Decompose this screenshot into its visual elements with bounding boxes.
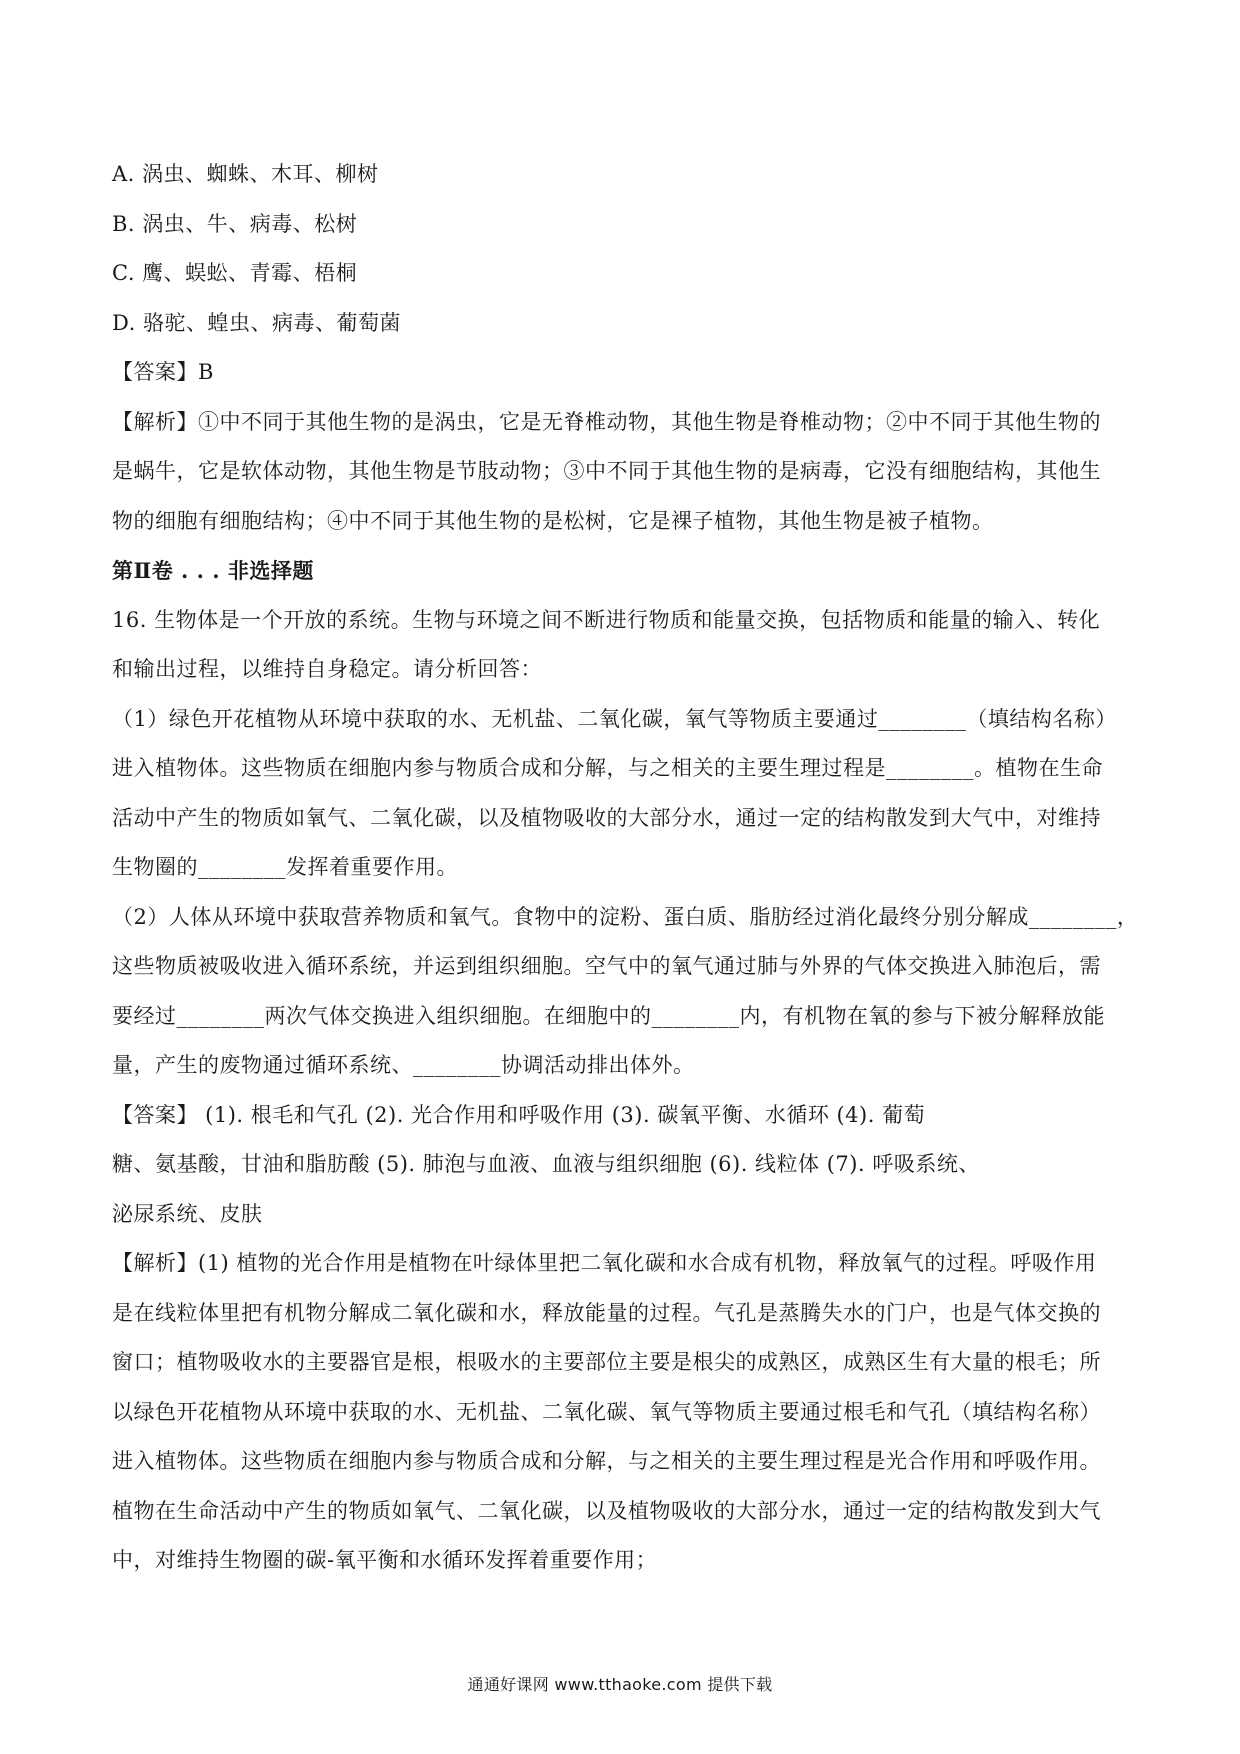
q16-part1-line: 活动中产生的物质如氧气、二氧化碳，以及植物吸收的大部分水，通过一定的结构散发到大气中，对维持 bbox=[112, 805, 1101, 830]
q16-answer-line: 【答案】 (1). 根毛和气孔 (2). 光合作用和呼吸作用 (3). 碳氧平衡、水循环 (4). 葡萄 bbox=[112, 1102, 926, 1127]
q16-analysis-line: 是在线粒体里把有机物分解成二氧化碳和水，释放能量的过程。气孔是蒸腾失水的门户，也是气体交换的 bbox=[112, 1300, 1101, 1325]
q15-analysis-line: 【解析】①中不同于其他生物的是涡虫，它是无脊椎动物，其他生物是脊椎动物；②中不同于其他生物的 bbox=[112, 409, 1101, 434]
q16-analysis-line: 以绿色开花植物从环境中获取的水、无机盐、二氧化碳、氧气等物质主要通过根毛和气孔（填结构名称） bbox=[112, 1399, 1101, 1424]
q16-part1-line: 生物圈的________发挥着重要作用。 bbox=[112, 855, 458, 879]
option-b: B. 涡虫、牛、病毒、松树 bbox=[112, 211, 358, 236]
q16-part2-line: 这些物质被吸收进入循环系统，并运到组织细胞。空气中的氧气通过肺与外界的气体交换进入肺泡后，需 bbox=[112, 954, 1101, 978]
option-a: A. 涡虫、蜘蛛、木耳、柳树 bbox=[112, 162, 379, 186]
q16-answer-line: 泌尿系统、皮肤 bbox=[112, 1201, 263, 1226]
page-footer: 通通好课网 www.tthaoke.com 提供下载 bbox=[467, 1675, 773, 1694]
q16-analysis-line: 【解析】(1) 植物的光合作用是植物在叶绿体里把二氧化碳和水合成有机物，释放氧气的过程。呼吸作用 bbox=[112, 1251, 1097, 1275]
q16-part1-line: （1）绿色开花植物从环境中获取的水、无机盐、二氧化碳，氧气等物质主要通过________（填结构名称） bbox=[112, 706, 1117, 731]
q15-analysis-line: 是蜗牛，它是软体动物，其他生物是节肢动物；③中不同于其他生物的是病毒，它没有细胞结构，其他生 bbox=[112, 459, 1101, 483]
q16-answer-line: 糖、氨基酸，甘油和脂肪酸 (5). 肺泡与血液、血液与组织细胞 (6). 线粒体 (7). 呼吸系统、 bbox=[112, 1152, 980, 1176]
q16-part2-line: 要经过________两次气体交换进入组织细胞。在细胞中的________内，有机物在氧的参与下被分解释放能 bbox=[112, 1003, 1105, 1028]
q16-stem-line: 16. 生物体是一个开放的系统。生物与环境之间不断进行物质和能量交换，包括物质和能量的输入、转化 bbox=[112, 607, 1101, 632]
document-body bbox=[112, 150, 1139, 1586]
q16-analysis-line: 进入植物体。这些物质在细胞内参与物质合成和分解，与之相关的主要生理过程是光合作用和呼吸作用。 bbox=[112, 1449, 1101, 1473]
q15-analysis-line: 物的细胞有细胞结构；④中不同于其他生物的是松树，它是裸子植物，其他生物是被子植物。 bbox=[112, 508, 994, 533]
q16-analysis-line: 中，对维持生物圈的碳-氧平衡和水循环发挥着重要作用； bbox=[112, 1548, 658, 1572]
q16-part2-line: （2）人体从环境中获取营养物质和氧气。食物中的淀粉、蛋白质、脂肪经过消化最终分别分解成________， bbox=[112, 904, 1139, 929]
q15-answer: 【答案】B bbox=[112, 360, 214, 384]
q16-analysis-line: 窗口；植物吸收水的主要器官是根，根吸水的主要部位主要是根尖的成熟区，成熟区生有大量的根毛；所 bbox=[112, 1350, 1101, 1374]
section-heading: 第Ⅱ卷 . . . 非选择题 bbox=[112, 558, 314, 583]
q16-part1-line: 进入植物体。这些物质在细胞内参与物质合成和分解，与之相关的主要生理过程是________。植物在生命 bbox=[112, 756, 1103, 780]
q16-stem-line: 和输出过程，以维持自身稳定。请分析回答： bbox=[112, 657, 542, 681]
q16-analysis-line: 植物在生命活动中产生的物质如氧气、二氧化碳，以及植物吸收的大部分水，通过一定的结构散发到大气 bbox=[112, 1498, 1101, 1523]
option-d: D. 骆驼、蝗虫、病毒、葡萄菌 bbox=[112, 310, 401, 335]
q16-part2-line: 量，产生的废物通过循环系统、________协调活动排出体外。 bbox=[112, 1053, 695, 1077]
option-c: C. 鹰、蜈蚣、青霉、梧桐 bbox=[112, 261, 358, 285]
